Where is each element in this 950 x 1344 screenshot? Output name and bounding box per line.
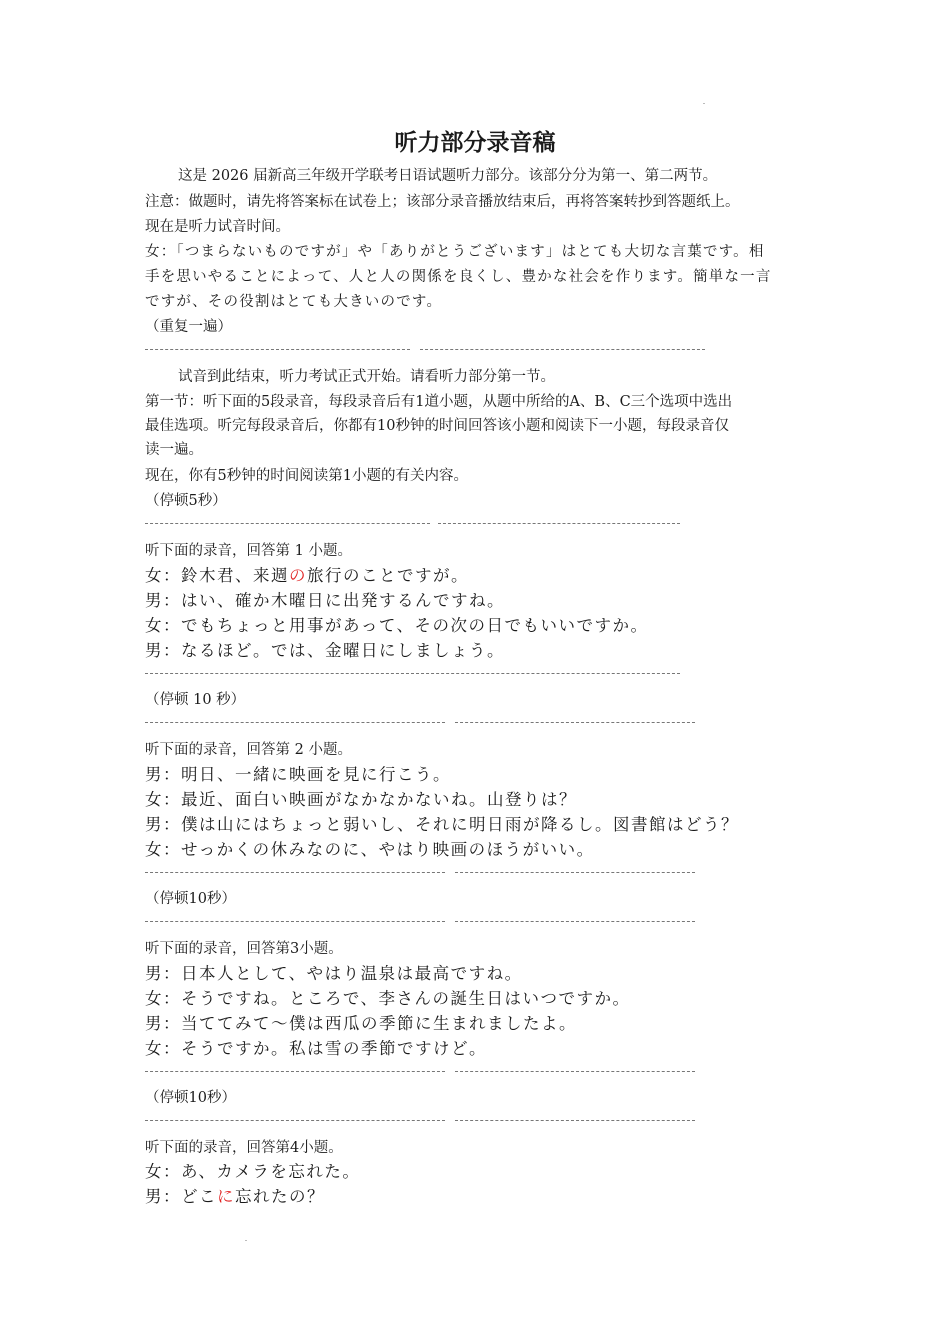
page-mark [703, 103, 705, 104]
dialogue-text: 女：鈴木君、来週 [145, 566, 289, 585]
question-header: 听下面的录音，回答第 2 小题。 [145, 742, 352, 758]
divider [455, 872, 695, 874]
section-rule: 读一遍。 [145, 442, 203, 458]
divider [145, 523, 430, 525]
dialogue-line: 女：せっかくの休みなのに、やはり映画のほうがいい。 [145, 840, 595, 859]
dialogue-text: 忘れたの？ [235, 1187, 325, 1206]
divider [455, 1120, 695, 1122]
divider [455, 722, 695, 724]
intro-line: 现在是听力试音时间。 [145, 219, 290, 235]
pause-note: （停顿 10 秒） [145, 692, 246, 708]
page-mark [245, 1240, 247, 1241]
section-start: 试音到此结束，听力考试正式开始。请看听力部分第一节。 [178, 369, 555, 385]
dialogue-line: 男：僕は山にはちょっと弱いし、それに明日雨が降るし。図書館はどう？ [145, 815, 739, 834]
divider [420, 349, 705, 351]
dialogue-line: 女：そうですか。私は雪の季節ですけど。 [145, 1039, 487, 1058]
dialogue-text: 男：どこ [145, 1187, 217, 1206]
question-header: 听下面的录音，回答第 1 小题。 [145, 543, 352, 559]
dialogue-line: 女：あ、カメラを忘れた。 [145, 1162, 361, 1181]
dialogue-line: 男：当ててみて～僕は西瓜の季節に生まれましたよ。 [145, 1014, 577, 1033]
dialogue-line: 男：日本人として、やはり温泉は最高ですね。 [145, 964, 523, 983]
reading-note: 现在，你有5秒钟的时间阅读第1小题的有关内容。 [145, 468, 468, 484]
question-header: 听下面的录音，回答第4小题。 [145, 1140, 343, 1156]
trial-dialogue-line: ですが、その役割はとても大きいのです。 [145, 294, 443, 310]
trial-dialogue-line: 手を思いやることによって、人と人の関係を良くし、豊かな社会を作ります。簡単な一言 [145, 269, 772, 285]
dialogue-line: 男：明日、一緒に映画を見に行こう。 [145, 765, 451, 784]
pause-note: （停顿10秒） [145, 1090, 236, 1106]
divider [145, 673, 680, 675]
dialogue-text: 旅行のことですが。 [307, 566, 469, 585]
page-title: 听力部分录音稿 [394, 130, 556, 156]
pause-note: （停顿10秒） [145, 891, 236, 907]
dialogue-line [145, 566, 469, 586]
section-rule: 最佳选项。听完每段录音后，你都有10秒钟的时间回答该小题和阅读下一小题，每段录音仅 [145, 418, 729, 434]
repeat-note: （重复一遍） [145, 319, 232, 335]
divider [145, 722, 445, 724]
highlighted-text: の [289, 566, 307, 585]
divider [438, 523, 680, 525]
trial-dialogue-line: 女：「つまらないものですが」や「ありがとうございます」はとても大切な言葉です。相 [145, 244, 765, 260]
section-rule: 第一节：听下面的5段录音，每段录音后有1道小题，从题中所给的A、B、C三个选项中选出 [145, 394, 733, 410]
intro-line: 注意：做题时，请先将答案标在试卷上；该部分录音播放结束后，再将答案转抄到答题纸上。 [145, 194, 740, 210]
question-header: 听下面的录音，回答第3小题。 [145, 941, 343, 957]
divider [145, 1071, 445, 1073]
dialogue-line: 女：最近、面白い映画がなかなかないね。山登りは？ [145, 790, 577, 809]
divider [145, 1120, 445, 1122]
divider [145, 349, 410, 351]
intro-line: 这是 2026 届新高三年级开学联考日语试题听力部分。该部分分为第一、第二两节。 [178, 168, 718, 184]
highlighted-text: に [217, 1187, 235, 1206]
dialogue-line [145, 1187, 325, 1207]
dialogue-line: 男：はい、確か木曜日に出発するんですね。 [145, 591, 505, 610]
pause-note: （停顿5秒） [145, 493, 227, 509]
dialogue-line: 女：でもちょっと用事があって、その次の日でもいいですか。 [145, 616, 649, 635]
divider [455, 1071, 695, 1073]
dialogue-line: 女：そうですね。ところで、李さんの誕生日はいつですか。 [145, 989, 631, 1008]
divider [145, 872, 445, 874]
divider [145, 921, 445, 923]
divider [455, 921, 695, 923]
dialogue-line: 男：なるほど。では、金曜日にしましょう。 [145, 641, 505, 660]
